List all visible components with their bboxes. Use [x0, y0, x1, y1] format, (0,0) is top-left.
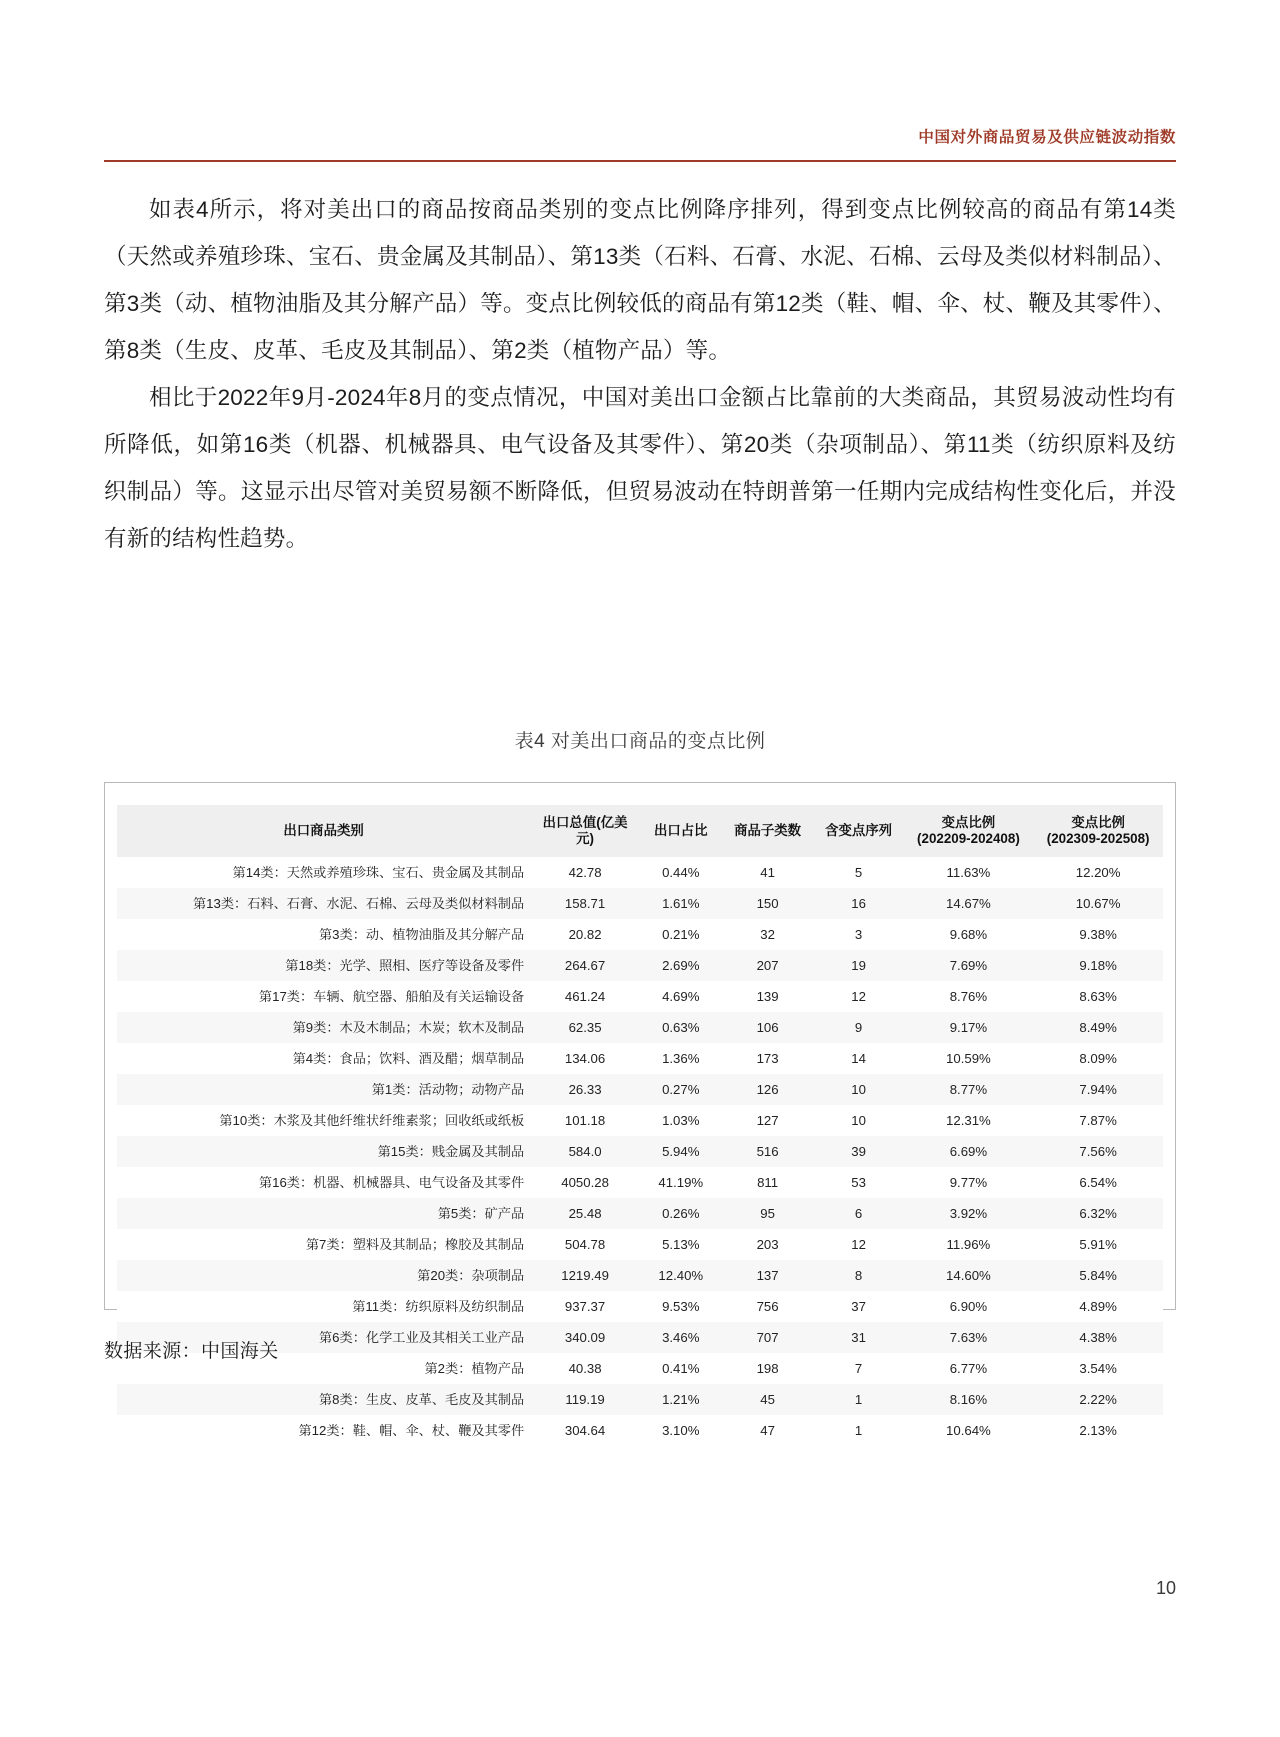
- cell-subcategory-count: 811: [757, 1174, 779, 1190]
- cell-subcategory-count: 45: [760, 1391, 775, 1407]
- cell-export-share: 0.26%: [662, 1205, 700, 1221]
- cell-ratio-old: 8.77%: [949, 1081, 988, 1097]
- cell-changepoint-series: 39: [851, 1143, 866, 1159]
- cell-ratio-old: 11.96%: [946, 1236, 991, 1252]
- cell-export-value: 20.82: [568, 926, 602, 942]
- cell-export-value: 340.09: [564, 1329, 606, 1345]
- cell-subcategory-count: 707: [756, 1329, 779, 1345]
- cell-export-share: 9.53%: [662, 1298, 700, 1314]
- cell-ratio-old: 3.92%: [949, 1205, 988, 1221]
- cell-changepoint-series: 8: [854, 1267, 863, 1283]
- cell-category: 第5类：矿产品: [437, 1205, 525, 1221]
- cell-changepoint-series: 53: [851, 1174, 866, 1190]
- cell-changepoint-series: 3: [854, 926, 863, 942]
- cell-category: 第10类：木浆及其他纤维状纤维素浆；回收纸或纸板: [219, 1112, 525, 1128]
- source-note: 数据来源：中国海关: [104, 1341, 279, 1362]
- cell-ratio-new: 8.63%: [1079, 988, 1117, 1004]
- cell-changepoint-series: 12: [851, 988, 866, 1004]
- page-number: 10: [1155, 1578, 1176, 1598]
- cell-changepoint-series: 1: [854, 1422, 863, 1438]
- cell-export-value: 158.71: [564, 895, 606, 911]
- cell-export-share: 4.69%: [662, 988, 700, 1004]
- cell-changepoint-series: 7: [854, 1360, 863, 1376]
- cell-export-value: 134.06: [564, 1050, 606, 1066]
- cell-category: 第14类：天然或养殖珍珠、宝石、贵金属及其制品: [232, 864, 525, 880]
- cell-ratio-new: 5.84%: [1079, 1267, 1117, 1283]
- cell-ratio-old: 9.77%: [949, 1174, 988, 1190]
- cell-changepoint-series: 10: [851, 1112, 866, 1128]
- cell-ratio-new: 2.22%: [1079, 1391, 1117, 1407]
- cell-category: 第20类：杂项制品: [417, 1267, 525, 1283]
- header-divider: [104, 160, 1176, 162]
- cell-ratio-new: 8.09%: [1079, 1050, 1117, 1066]
- cell-changepoint-series: 9: [854, 1019, 863, 1035]
- cell-subcategory-count: 516: [756, 1143, 779, 1159]
- cell-category: 第18类：光学、照相、医疗等设备及零件: [285, 957, 525, 973]
- cell-ratio-old: 7.63%: [949, 1329, 988, 1345]
- cell-export-share: 5.94%: [662, 1143, 700, 1159]
- col-header-ratio-old-line2: (202209-202408): [917, 831, 1020, 846]
- cell-changepoint-series: 16: [851, 895, 866, 911]
- cell-export-share: 41.19%: [658, 1174, 704, 1190]
- cell-category: 第2类：植物产品: [424, 1360, 525, 1376]
- table-row: [117, 1229, 1163, 1260]
- col-header-export-value: [530, 805, 640, 857]
- paragraph-1: 如表4所示，将对美出口的商品按商品类别的变点比例降序排列，得到变点比例较高的商品有第14类（天然或养殖珍珠、宝石、贵金属及其制品）、第13类（石料、石膏、水泥、石棉、云母及类似材料制品）、第3类（动、植物油脂及其分解产品）等。变点比例较低的商品有第12类（鞋、帽、伞、杖、鞭及其零件）、第8类（生皮、皮革、毛皮及其制品）、第2类（植物产品）等。: [104, 197, 1176, 363]
- cell-changepoint-series: 1: [854, 1391, 863, 1407]
- body-content: [104, 186, 1176, 562]
- col-header-category-line1: 出口商品类别: [283, 823, 364, 838]
- table-row: [117, 1012, 1163, 1043]
- cell-export-value: 1219.49: [561, 1267, 609, 1283]
- cell-ratio-new: 5.91%: [1079, 1236, 1117, 1252]
- col-header-ratio-old-line1: 变点比例: [941, 815, 996, 830]
- cell-ratio-old: 7.69%: [949, 957, 988, 973]
- col-header-category: [117, 805, 530, 857]
- cell-ratio-old: 8.76%: [949, 988, 988, 1004]
- cell-ratio-old: 6.77%: [949, 1360, 988, 1376]
- cell-category: 第16类：机器、机械器具、电气设备及其零件: [258, 1174, 525, 1190]
- col-header-ratio-new-line1: 变点比例: [1071, 815, 1125, 830]
- cell-ratio-old: 10.59%: [946, 1050, 991, 1066]
- cell-category: 第15类：贱金属及其制品: [377, 1143, 525, 1159]
- cell-ratio-new: 9.38%: [1079, 926, 1117, 942]
- cell-category: 第17类：车辆、航空器、船舶及有关运输设备: [258, 988, 525, 1004]
- table-row: [117, 1198, 1163, 1229]
- cell-ratio-new: 4.38%: [1079, 1329, 1117, 1345]
- cell-ratio-old: 11.63%: [946, 864, 991, 880]
- table-caption: 表4 对美出口商品的变点比例: [514, 731, 766, 752]
- cell-export-value: 461.24: [564, 988, 606, 1004]
- col-header-export-share: [640, 805, 722, 857]
- cell-subcategory-count: 106: [756, 1019, 779, 1035]
- cell-ratio-old: 9.17%: [949, 1019, 988, 1035]
- cell-subcategory-count: 207: [756, 957, 779, 973]
- cell-changepoint-series: 19: [851, 957, 866, 973]
- cell-subcategory-count: 203: [756, 1236, 779, 1252]
- cell-subcategory-count: 41: [760, 864, 775, 880]
- cell-category: 第6类：化学工业及其相关工业产品: [319, 1329, 525, 1345]
- cell-subcategory-count: 198: [756, 1360, 779, 1376]
- cell-changepoint-series: 12: [851, 1236, 866, 1252]
- table-row: [117, 888, 1163, 919]
- cell-ratio-new: 3.54%: [1079, 1360, 1117, 1376]
- cell-subcategory-count: 139: [756, 988, 779, 1004]
- cell-subcategory-count: 126: [756, 1081, 779, 1097]
- col-header-export-share-line1: 出口占比: [653, 823, 708, 838]
- cell-category: 第9类：木及木制品；木炭；软木及制品: [292, 1019, 525, 1035]
- cell-ratio-new: 9.18%: [1079, 957, 1117, 973]
- cell-subcategory-count: 32: [760, 926, 775, 942]
- cell-export-share: 1.61%: [662, 895, 700, 911]
- cell-export-value: 25.48: [568, 1205, 602, 1221]
- cell-ratio-old: 12.31%: [946, 1112, 991, 1128]
- table-row: [117, 1043, 1163, 1074]
- cell-ratio-new: 6.54%: [1079, 1174, 1117, 1190]
- table-row: [117, 950, 1163, 981]
- table-row: [117, 1384, 1163, 1415]
- cell-export-share: 3.46%: [662, 1329, 700, 1345]
- cell-subcategory-count: 173: [756, 1050, 779, 1066]
- table-row: [117, 857, 1163, 888]
- cell-ratio-old: 8.16%: [949, 1391, 988, 1407]
- cell-category: 第7类：塑料及其制品；橡胶及其制品: [305, 1236, 525, 1252]
- cell-ratio-old: 14.67%: [946, 895, 991, 911]
- cell-category: 第1类：活动物；动物产品: [371, 1081, 525, 1097]
- cell-export-value: 42.78: [568, 864, 602, 880]
- col-header-subcategory-count: [722, 805, 814, 857]
- cell-export-share: 5.13%: [662, 1236, 700, 1252]
- table-header-row: [117, 805, 1163, 857]
- table-row: [117, 1167, 1163, 1198]
- cell-category: 第4类：食品；饮料、酒及醋；烟草制品: [292, 1050, 525, 1066]
- cell-export-value: 937.37: [564, 1298, 606, 1314]
- cell-changepoint-series: 10: [851, 1081, 866, 1097]
- cell-export-share: 0.63%: [662, 1019, 700, 1035]
- table-row: [117, 981, 1163, 1012]
- cell-ratio-new: 4.89%: [1079, 1298, 1117, 1314]
- table-header: [117, 805, 1163, 857]
- cell-export-share: 0.44%: [662, 864, 700, 880]
- cell-subcategory-count: 137: [756, 1267, 779, 1283]
- cell-ratio-new: 2.13%: [1079, 1422, 1117, 1438]
- cell-category: 第13类：石料、石膏、水泥、石棉、云母及类似材料制品: [192, 895, 525, 911]
- cell-changepoint-series: 31: [851, 1329, 866, 1345]
- cell-changepoint-series: 6: [854, 1205, 863, 1221]
- col-header-subcategory-count-line1: 商品子类数: [734, 823, 802, 838]
- cell-export-value: 119.19: [565, 1391, 605, 1407]
- cell-subcategory-count: 756: [756, 1298, 779, 1314]
- cell-export-share: 2.69%: [662, 957, 700, 973]
- col-header-export-value-line1: 出口总值(亿美元): [542, 815, 628, 846]
- paragraph-2: 相比于2022年9月-2024年8月的变点情况，中国对美出口金额占比靠前的大类商品，其贸易波动性均有所降低，如第16类（机器、机械器具、电气设备及其零件）、第20类（杂项制品）、第11类（纺织原料及纺织制品）等。这显示出尽管对美贸易额不断降低，但贸易波动在特朗普第一任期内完成结构性变化后，并没有新的结构性趋势。: [104, 385, 1176, 551]
- running-header: [104, 128, 1176, 162]
- col-header-ratio-new: [1033, 805, 1163, 857]
- cell-ratio-old: 6.90%: [949, 1298, 988, 1314]
- table-row: [117, 1260, 1163, 1291]
- cell-changepoint-series: 5: [854, 864, 863, 880]
- table-row: [117, 1074, 1163, 1105]
- cell-subcategory-count: 127: [756, 1112, 779, 1128]
- table-row: [117, 1105, 1163, 1136]
- cell-export-value: 504.78: [564, 1236, 606, 1252]
- cell-subcategory-count: 95: [760, 1205, 775, 1221]
- cell-category: 第11类：纺织原料及纺织制品: [352, 1298, 525, 1314]
- table-row: [117, 1415, 1163, 1446]
- cell-changepoint-series: 14: [851, 1050, 866, 1066]
- cell-category: 第3类：动、植物油脂及其分解产品: [319, 926, 525, 942]
- cell-ratio-old: 9.68%: [949, 926, 988, 942]
- cell-export-value: 4050.28: [561, 1174, 609, 1190]
- table-row: [117, 1291, 1163, 1322]
- cell-ratio-old: 10.64%: [946, 1422, 991, 1438]
- table-row: [117, 919, 1163, 950]
- cell-export-share: 1.03%: [662, 1112, 700, 1128]
- cell-ratio-old: 6.69%: [949, 1143, 988, 1159]
- cell-export-value: 101.18: [564, 1112, 606, 1128]
- cell-export-value: 26.33: [568, 1081, 602, 1097]
- cell-ratio-new: 7.87%: [1079, 1112, 1117, 1128]
- cell-ratio-new: 7.56%: [1079, 1143, 1117, 1159]
- cell-export-share: 12.40%: [658, 1267, 704, 1283]
- cell-ratio-new: 10.67%: [1075, 895, 1121, 911]
- cell-ratio-new: 12.20%: [1075, 864, 1121, 880]
- cell-category: 第8类：生皮、皮革、毛皮及其制品: [319, 1391, 525, 1407]
- cell-export-value: 40.38: [568, 1360, 602, 1376]
- cell-ratio-new: 7.94%: [1079, 1081, 1117, 1097]
- cell-export-value: 304.64: [564, 1422, 606, 1438]
- col-header-changepoint-series: [814, 805, 904, 857]
- cell-export-share: 3.10%: [662, 1422, 700, 1438]
- cell-subcategory-count: 150: [756, 895, 779, 911]
- cell-export-share: 1.21%: [662, 1391, 700, 1407]
- header-title: 中国对外商品贸易及供应链波动指数: [918, 129, 1176, 146]
- cell-export-share: 0.21%: [662, 926, 700, 942]
- cell-export-share: 0.41%: [662, 1360, 700, 1376]
- cell-category: 第12类：鞋、帽、伞、杖、鞭及其零件: [298, 1422, 525, 1438]
- col-header-ratio-new-line2: (202309-202508): [1046, 831, 1150, 846]
- cell-ratio-new: 8.49%: [1079, 1019, 1117, 1035]
- col-header-changepoint-series-line1: 含变点序列: [825, 823, 893, 838]
- cell-ratio-new: 6.32%: [1079, 1205, 1117, 1221]
- cell-export-value: 584.0: [568, 1143, 602, 1159]
- cell-ratio-old: 14.60%: [946, 1267, 991, 1283]
- cell-subcategory-count: 47: [760, 1422, 775, 1438]
- cell-export-value: 264.67: [564, 957, 606, 973]
- cell-changepoint-series: 37: [851, 1298, 866, 1314]
- table-row: [117, 1136, 1163, 1167]
- cell-export-value: 62.35: [568, 1019, 602, 1035]
- cell-export-share: 1.36%: [662, 1050, 700, 1066]
- cell-export-share: 0.27%: [662, 1081, 700, 1097]
- col-header-ratio-old: [904, 805, 1034, 857]
